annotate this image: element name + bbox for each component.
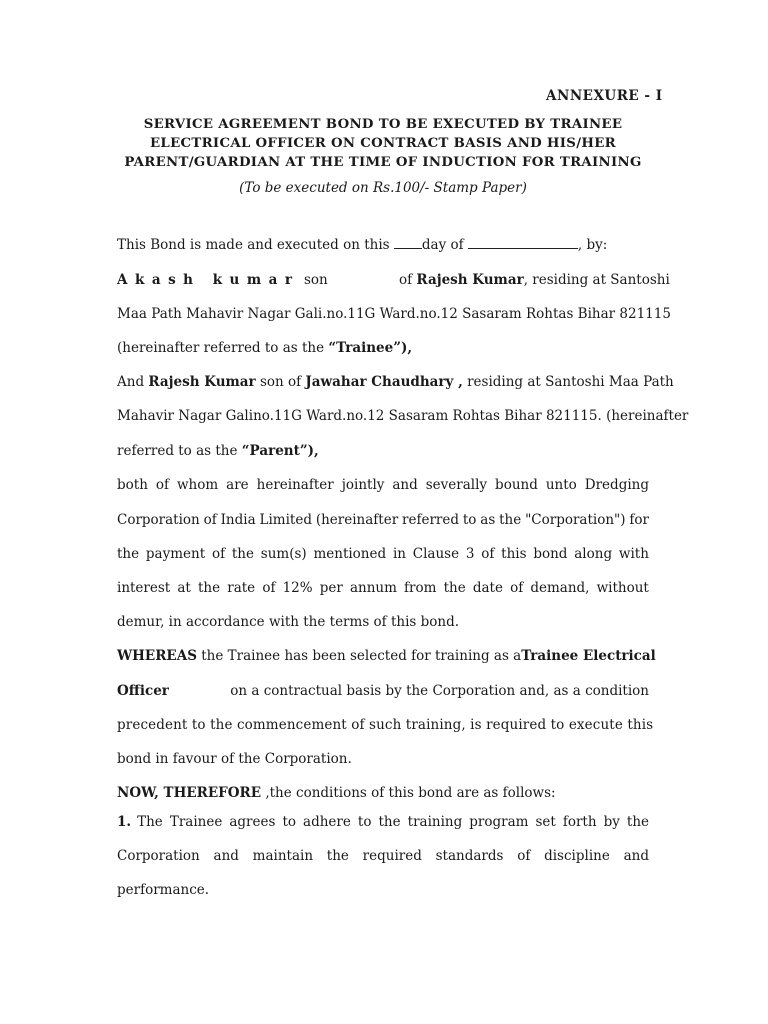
bound-word: of (211, 546, 226, 562)
bound-word: at (177, 580, 191, 596)
bound-word: the (117, 546, 140, 562)
bound-word: hereinafter (256, 477, 334, 493)
clause-word: discipline (544, 848, 610, 864)
bound-word: bond (533, 546, 568, 562)
trainee-father: Rajesh Kumar (416, 272, 524, 288)
bound-word: bound (495, 477, 538, 493)
bound-word: this (501, 546, 527, 562)
clause-word: of (517, 848, 531, 864)
bound-word: whom (176, 477, 219, 493)
parent-son-of: son of (259, 374, 302, 390)
whereas-line-4: bond in favour of the Corporation. (117, 751, 352, 767)
bound-word: with (618, 546, 649, 562)
parent-name: Rajesh Kumar (148, 374, 256, 390)
trainee-of-word: of (399, 272, 413, 288)
whereas-line-1 (117, 648, 656, 664)
clause-1-line-2 (117, 848, 649, 864)
clause-word: and (623, 848, 649, 864)
bound-word: both (117, 477, 148, 493)
bound-word: the (198, 580, 221, 596)
clause-1-line-1 (117, 814, 649, 830)
clause-1-number: 1. (117, 814, 132, 830)
parent-ref-prefix: referred to as the (117, 443, 238, 459)
bound-word: of (203, 512, 217, 528)
month-blank (468, 237, 578, 249)
bound-word: (hereinafter (315, 512, 399, 528)
bound-word: and (392, 477, 418, 493)
bound-word: along (574, 546, 613, 562)
bound-word: Corporation (117, 512, 200, 528)
bound-word: per (319, 580, 343, 596)
clause-word: the (626, 814, 649, 830)
title-line-1: SERVICE AGREEMENT BOND TO BE EXECUTED BY TRAINEE (143, 117, 623, 132)
bound-word: of (481, 546, 495, 562)
bound-word: for (629, 512, 649, 528)
bound-word: of (155, 477, 169, 493)
intro-line (117, 237, 649, 253)
clause-word: maintain (252, 848, 314, 864)
clause-word: The (137, 814, 163, 830)
bound-word: of (510, 580, 524, 596)
clause-word: program (469, 814, 529, 830)
parent-ref-term: “Parent”), (241, 443, 319, 459)
bound-word: sum(s) (260, 546, 307, 562)
whereas-text-1: the Trainee has been selected for training as a (201, 648, 522, 664)
parent-and: And (117, 374, 145, 390)
clause-word: and (213, 848, 239, 864)
intro-text: This Bond is made and executed on this (117, 237, 390, 253)
bound-word: Clause (412, 546, 460, 562)
bound-line-2 (117, 512, 649, 528)
bound-line-3 (117, 546, 649, 562)
bound-word: of (262, 580, 276, 596)
now-therefore-line (117, 785, 649, 801)
bound-word: annum (349, 580, 397, 596)
clause-word: adhere (303, 814, 351, 830)
day-of-text: day of (421, 237, 464, 253)
whereas-keyword (117, 648, 521, 664)
by-text: , by: (577, 237, 608, 253)
bound-line-5: demur, in accordance with the terms of this bond. (117, 614, 460, 630)
bound-word: jointly (341, 477, 385, 493)
bound-word: "Corporation") (525, 512, 626, 528)
clause-word: Corporation (117, 848, 200, 864)
bound-line-1 (117, 477, 649, 493)
whereas-word: WHEREAS (117, 648, 197, 664)
bound-word: rate (227, 580, 256, 596)
trainee-residing: , residing at Santoshi (523, 272, 670, 288)
title-line-2: ELECTRICAL OFFICER ON CONTRACT BASIS AND HIS/HER (149, 136, 616, 151)
day-blank (394, 237, 422, 249)
bound-word: as (480, 512, 496, 528)
annexure-label: ANNEXURE - I (546, 88, 663, 104)
bound-word: payment (145, 546, 206, 562)
bound-word: Limited (259, 512, 312, 528)
bound-word: without (596, 580, 649, 596)
whereas-text-2: on a contractual basis by the Corporation and, as a condition (230, 683, 649, 699)
clause-1-text-1 (137, 814, 649, 830)
subtitle: (To be executed on Rs.100/- Stamp Paper) (239, 180, 527, 196)
bound-word: the (231, 546, 254, 562)
clause-word: training (407, 814, 463, 830)
clause-word: to (357, 814, 372, 830)
clause-word: the (326, 848, 349, 864)
post-title-1: Trainee Electrical (521, 648, 656, 664)
clause-word: agrees (229, 814, 276, 830)
bound-word: in (392, 546, 406, 562)
clause-word: forth (562, 814, 597, 830)
bound-word: demand, (530, 580, 590, 596)
trainee-ref (117, 340, 649, 356)
parent-residing: residing at Santoshi Maa Path (467, 374, 674, 390)
bound-word: referred (402, 512, 459, 528)
bound-word: 3 (465, 546, 475, 562)
trainee-ref-prefix: (hereinafter referred to as the (117, 340, 325, 356)
parent-ref (117, 443, 649, 459)
trainee-line (117, 272, 670, 288)
bound-word: interest (117, 580, 171, 596)
now-therefore-text: ,the conditions of this bond are as follows: (265, 785, 556, 801)
bound-word: from (404, 580, 437, 596)
clause-word: Trainee (169, 814, 223, 830)
bound-word: unto (545, 477, 577, 493)
title-line-3: PARENT/GUARDIAN AT THE TIME OF INDUCTION FOR TRAINING (124, 155, 642, 170)
bound-line-4 (117, 580, 649, 596)
clause-word: to (282, 814, 297, 830)
whereas-line-3: precedent to the commencement of such training, is required to execute this (117, 717, 654, 733)
bound-word: Dredging (584, 477, 649, 493)
bound-word: severally (425, 477, 488, 493)
trainee-address: Maa Path Mahavir Nagar Gali.no.11G Ward.no.12 Sasaram Rohtas Bihar 821115 (117, 306, 671, 322)
bound-word: the (443, 580, 466, 596)
parent-address: Mahavir Nagar Galino.11G Ward.no.12 Sasaram Rohtas Bihar 821115. (hereinafter (117, 408, 689, 424)
bound-word: to (462, 512, 477, 528)
clause-word: by (603, 814, 620, 830)
clause-1-line-3: performance. (117, 882, 210, 898)
whereas-line-2 (117, 683, 649, 699)
bound-word: mentioned (313, 546, 387, 562)
clause-word: the (378, 814, 401, 830)
trainee-son-word: son (304, 272, 328, 288)
parent-father: Jawahar Chaudhary , (305, 374, 463, 390)
trainee-ref-term: “Trainee”), (328, 340, 413, 356)
now-therefore-keyword: NOW, THEREFORE (117, 785, 262, 801)
parent-line (117, 374, 674, 390)
bound-word: India (220, 512, 256, 528)
post-title-2: Officer (117, 683, 169, 699)
bound-word: 12% (282, 580, 313, 596)
bound-word: the (499, 512, 522, 528)
bound-word: date (472, 580, 503, 596)
clause-word: standards (435, 848, 504, 864)
clause-word: required (362, 848, 422, 864)
trainee-name: Akash kumar (117, 272, 300, 288)
clause-word: set (535, 814, 556, 830)
trainee-of-clause (399, 272, 670, 288)
bound-word: are (226, 477, 249, 493)
